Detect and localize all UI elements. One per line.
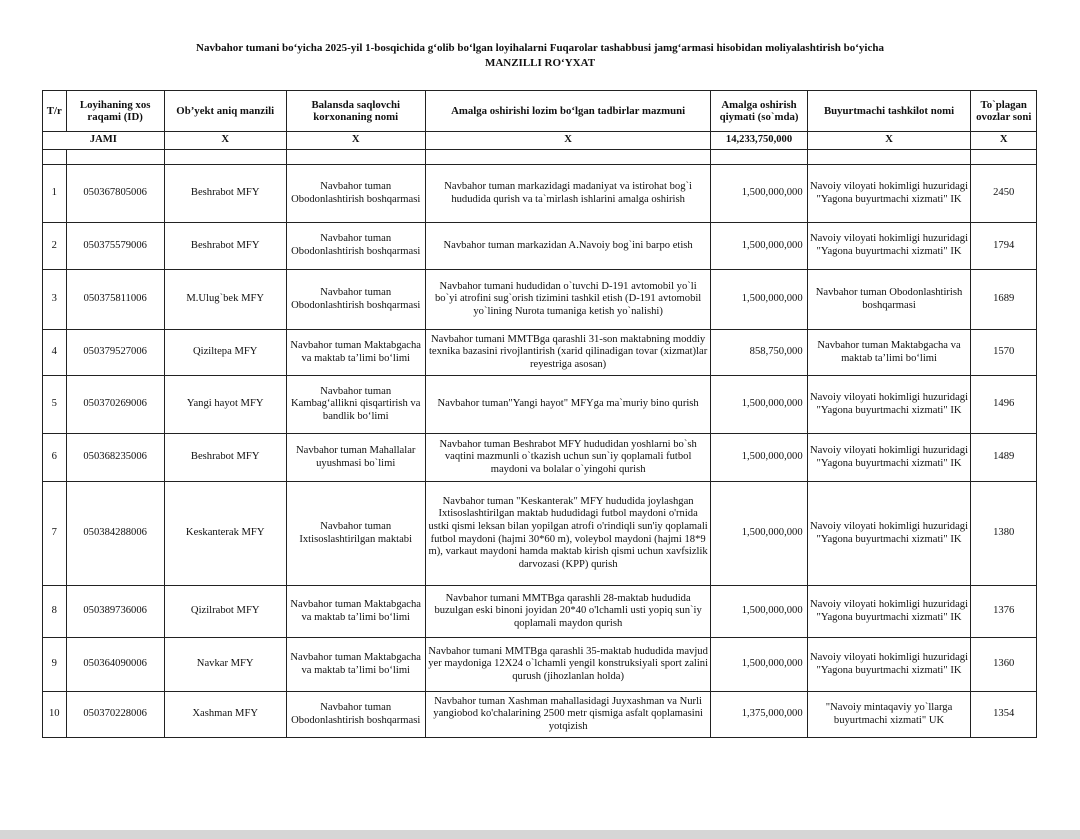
total-address: X bbox=[164, 132, 286, 150]
cell-measures: Navbahor tuman markazidan A.Navoiy bog`ini barpo etish bbox=[425, 223, 711, 270]
cell-cost: 1,500,000,000 bbox=[711, 165, 807, 223]
cell-customer: Navoiy viloyati hokimligi huzuridagi "Yagona buyurtmachi xizmati" IK bbox=[807, 434, 971, 482]
cell-votes: 2450 bbox=[971, 165, 1037, 223]
table-row bbox=[43, 330, 1037, 376]
header-balance: Balansda saqlovchi korxonaning nomi bbox=[286, 91, 425, 132]
total-balance: X bbox=[286, 132, 425, 150]
cell-id: 050367805006 bbox=[66, 165, 164, 223]
cell-cost: 1,500,000,000 bbox=[711, 270, 807, 330]
cell-measures: Navbahor tuman Beshrabot MFY hududidan yoshlarni bo`sh vaqtini mazmunli o`tkazish uchun sun`iy qoplamali futbol maydoni va bolalar o`yingohi qurish bbox=[425, 434, 711, 482]
cell-customer: Navoiy viloyati hokimligi huzuridagi "Yagona buyurtmachi xizmati" IK bbox=[807, 482, 971, 586]
spacer-row bbox=[43, 150, 1037, 165]
cell-measures: Navbahor tuman"Yangi hayot" MFYga ma`muriy bino qurish bbox=[425, 376, 711, 434]
cell-address: M.Ulug`bek MFY bbox=[164, 270, 286, 330]
title-line-1: Navbahor tumani bo‘yicha 2025-yil 1-bosqichida g‘olib bo‘lgan loyihalarni Fuqarolar tashabbusi jamg‘armasi hisobidan moliyalashtirish bo‘yicha bbox=[196, 42, 884, 54]
cell-votes: 1489 bbox=[971, 434, 1037, 482]
cell-customer: "Navoiy mintaqaviy yo`llarga buyurtmachi xizmati" UK bbox=[807, 692, 971, 738]
cell-num: 10 bbox=[43, 692, 67, 738]
cell-votes: 1689 bbox=[971, 270, 1037, 330]
header-measures: Amalga oshirishi lozim bo‘lgan tadbirlar mazmuni bbox=[425, 91, 711, 132]
table-row bbox=[43, 482, 1037, 586]
cell-balance: Navbahor tuman Obodonlashtirish boshqarmasi bbox=[286, 165, 425, 223]
cell-address: Xashman MFY bbox=[164, 692, 286, 738]
cell-num: 8 bbox=[43, 586, 67, 638]
cell-id: 050375579006 bbox=[66, 223, 164, 270]
cell-id: 050384288006 bbox=[66, 482, 164, 586]
cell-cost: 1,375,000,000 bbox=[711, 692, 807, 738]
cell-address: Beshrabot MFY bbox=[164, 165, 286, 223]
cell-num: 1 bbox=[43, 165, 67, 223]
cell-measures: Navbahor tuman Xashman mahallasidagi Juyxashman va Nurli yangiobod ko'chalarining 2500 metr qismiga asfalt qoplamasini yotqizish bbox=[425, 692, 711, 738]
cell-customer: Navoiy viloyati hokimligi huzuridagi "Yagona buyurtmachi xizmati" IK bbox=[807, 376, 971, 434]
cell-balance: Navbahor tuman Mahallalar uyushmasi bo`limi bbox=[286, 434, 425, 482]
cell-num: 7 bbox=[43, 482, 67, 586]
cell-address: Keskanterak MFY bbox=[164, 482, 286, 586]
cell-address: Qizilrabot MFY bbox=[164, 586, 286, 638]
spacer-cell bbox=[711, 150, 807, 165]
cell-address: Beshrabot MFY bbox=[164, 223, 286, 270]
table-row bbox=[43, 165, 1037, 223]
spacer-cell bbox=[66, 150, 164, 165]
cell-balance: Navbahor tuman Obodonlashtirish boshqarmasi bbox=[286, 223, 425, 270]
cell-customer: Navoiy viloyati hokimligi huzuridagi "Yagona buyurtmachi xizmati" IK bbox=[807, 586, 971, 638]
header-id: Loyihaning xos raqami (ID) bbox=[66, 91, 164, 132]
cell-votes: 1354 bbox=[971, 692, 1037, 738]
header-customer: Buyurtmachi tashkilot nomi bbox=[807, 91, 971, 132]
header-num: T/r bbox=[43, 91, 67, 132]
table-row bbox=[43, 223, 1037, 270]
table-row bbox=[43, 434, 1037, 482]
total-votes: X bbox=[971, 132, 1037, 150]
bottom-scroll-strip bbox=[0, 830, 1080, 839]
cell-customer: Navoiy viloyati hokimligi huzuridagi "Yagona buyurtmachi xizmati" IK bbox=[807, 638, 971, 692]
table-row bbox=[43, 270, 1037, 330]
cell-balance: Navbahor tuman Obodonlashtirish boshqarmasi bbox=[286, 692, 425, 738]
table-row bbox=[43, 376, 1037, 434]
cell-num: 3 bbox=[43, 270, 67, 330]
cell-id: 050370228006 bbox=[66, 692, 164, 738]
spacer-cell bbox=[425, 150, 711, 165]
cell-num: 5 bbox=[43, 376, 67, 434]
cell-num: 4 bbox=[43, 330, 67, 376]
spacer-cell bbox=[286, 150, 425, 165]
cell-measures: Navbahor tuman "Keskanterak" MFY hududida joylashgan Ixtisoslashtirilgan maktab hududidagi futbol maydoni o'rnida ustki qismi leksan bilan yopilgan atrofi o'rindiqli sun'iy qoplamali futbol maydoni (hajmi 30*60 m), voleybol maydoni (hajmi 18*9 m), varkaut maydoni hamda maktab kirish qismi uchun xavfsizlik darvozasi (KPP) qurish bbox=[425, 482, 711, 586]
cell-balance: Navbahor tuman Kambag‘allikni qisqartirish va bandlik bo‘limi bbox=[286, 376, 425, 434]
cell-id: 050389736006 bbox=[66, 586, 164, 638]
cell-votes: 1376 bbox=[971, 586, 1037, 638]
cell-measures: Navbahor tumani MMTBga qarashli 35-maktab hududida mavjud yer maydoniga 12X24 o`lchamli yengil konstruksiyali sport zalini qurush (jihozlanlan holda) bbox=[425, 638, 711, 692]
cell-cost: 1,500,000,000 bbox=[711, 434, 807, 482]
cell-cost: 1,500,000,000 bbox=[711, 376, 807, 434]
header-cost: Amalga oshirish qiymati (so`mda) bbox=[711, 91, 807, 132]
project-table bbox=[42, 90, 1037, 738]
cell-address: Qiziltepa MFY bbox=[164, 330, 286, 376]
table-body bbox=[43, 132, 1037, 738]
header-row bbox=[43, 91, 1037, 132]
cell-measures: Navbahor tumani MMTBga qarashli 31-son maktabning moddiy texnika bazasini rivojlantirish (xarid qilinadigan tovar (xizmat)lar reyestriga asosan) bbox=[425, 330, 711, 376]
total-row bbox=[43, 132, 1037, 150]
total-cost: 14,233,750,000 bbox=[711, 132, 807, 150]
cell-votes: 1794 bbox=[971, 223, 1037, 270]
cell-balance: Navbahor tuman Obodonlashtirish boshqarmasi bbox=[286, 270, 425, 330]
cell-customer: Navoiy viloyati hokimligi huzuridagi "Yagona buyurtmachi xizmati" IK bbox=[807, 165, 971, 223]
header-votes: To`plagan ovozlar soni bbox=[971, 91, 1037, 132]
cell-num: 9 bbox=[43, 638, 67, 692]
title-line-2: MANZILLI RO‘YXAT bbox=[484, 57, 596, 69]
cell-cost: 858,750,000 bbox=[711, 330, 807, 376]
cell-id: 050370269006 bbox=[66, 376, 164, 434]
cell-cost: 1,500,000,000 bbox=[711, 586, 807, 638]
cell-address: Beshrabot MFY bbox=[164, 434, 286, 482]
cell-num: 2 bbox=[43, 223, 67, 270]
cell-cost: 1,500,000,000 bbox=[711, 223, 807, 270]
cell-customer: Navoiy viloyati hokimligi huzuridagi "Yagona buyurtmachi xizmati" IK bbox=[807, 223, 971, 270]
cell-measures: Navbahor tumani hududidan o`tuvchi D-191 avtomobil yo`li bo`yi atrofini sug`orish tizimini tashkil etish (D-191 avtomobil yo`lining Nurota tumaniga ketish yo`nalishi) bbox=[425, 270, 711, 330]
cell-id: 050368235006 bbox=[66, 434, 164, 482]
cell-customer: Navbahor tuman Maktabgacha va maktab ta’limi bo‘limi bbox=[807, 330, 971, 376]
total-label: JAMI bbox=[43, 132, 165, 150]
document-title bbox=[0, 41, 1080, 71]
total-measures: X bbox=[425, 132, 711, 150]
spacer-cell bbox=[807, 150, 971, 165]
cell-votes: 1570 bbox=[971, 330, 1037, 376]
spacer-cell bbox=[43, 150, 67, 165]
cell-balance: Navbahor tuman Maktabgacha va maktab ta’limi bo‘limi bbox=[286, 638, 425, 692]
cell-id: 050379527006 bbox=[66, 330, 164, 376]
table-row bbox=[43, 638, 1037, 692]
spacer-cell bbox=[971, 150, 1037, 165]
cell-balance: Navbahor tuman Ixtisoslashtirilgan maktabi bbox=[286, 482, 425, 586]
cell-balance: Navbahor tuman Maktabgacha va maktab ta’limi bo‘limi bbox=[286, 330, 425, 376]
table-row bbox=[43, 586, 1037, 638]
spacer-cell bbox=[164, 150, 286, 165]
cell-votes: 1380 bbox=[971, 482, 1037, 586]
cell-cost: 1,500,000,000 bbox=[711, 482, 807, 586]
total-customer: X bbox=[807, 132, 971, 150]
cell-address: Yangi hayot MFY bbox=[164, 376, 286, 434]
cell-measures: Navbahor tumani MMTBga qarashli 28-maktab hududida buzulgan eski binoni joyidan 20*40 o'lchamli usti yopiq sun`iy qoplamali maydon qurish bbox=[425, 586, 711, 638]
cell-customer: Navbahor tuman Obodonlashtirish boshqarmasi bbox=[807, 270, 971, 330]
cell-cost: 1,500,000,000 bbox=[711, 638, 807, 692]
cell-measures: Navbahor tuman markazidagi madaniyat va istirohat bog`i hududida qurish va ta`mirlash ishlarini amalga oshirish bbox=[425, 165, 711, 223]
cell-address: Navkar MFY bbox=[164, 638, 286, 692]
cell-votes: 1496 bbox=[971, 376, 1037, 434]
cell-balance: Navbahor tuman Maktabgacha va maktab ta’limi bo‘limi bbox=[286, 586, 425, 638]
cell-id: 050375811006 bbox=[66, 270, 164, 330]
table-row bbox=[43, 692, 1037, 738]
cell-num: 6 bbox=[43, 434, 67, 482]
header-address: Ob’yekt aniq manzili bbox=[164, 91, 286, 132]
cell-id: 050364090006 bbox=[66, 638, 164, 692]
cell-votes: 1360 bbox=[971, 638, 1037, 692]
